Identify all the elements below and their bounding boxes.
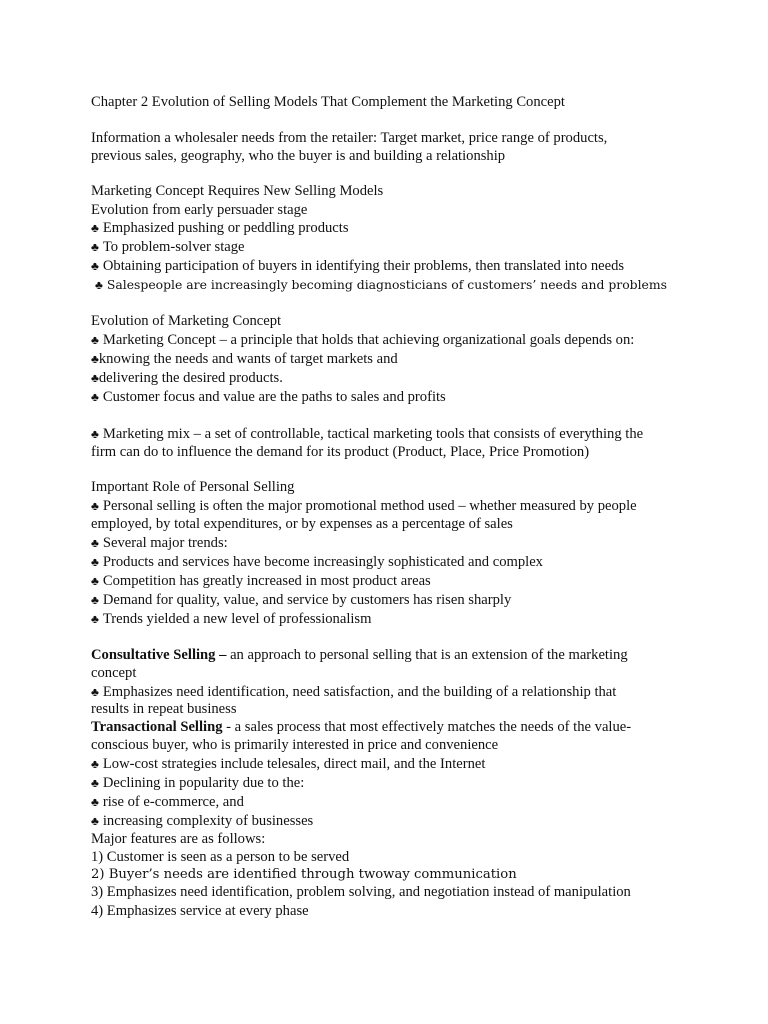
club-bullet-icon: ♣ xyxy=(91,612,99,626)
list-item: ♣ Declining in popularity due to the: xyxy=(91,775,305,791)
club-bullet-icon: ♣ xyxy=(91,814,99,828)
list-item: ♣ Salespeople are increasingly becoming diagnosticians of customers’ needs and problems xyxy=(95,277,667,292)
list-item: ♣ Several major trends: xyxy=(91,535,228,551)
definition-continued: concept xyxy=(91,665,137,681)
club-bullet-icon: ♣ xyxy=(91,371,99,385)
list-item: ♣ Products and services have become increasingly sophisticated and complex xyxy=(91,554,543,570)
list-item-continued: results in repeat business xyxy=(91,701,237,717)
section-heading-selling-models: Marketing Concept Requires New Selling Models xyxy=(91,183,384,199)
club-bullet-icon: ♣ xyxy=(91,685,99,699)
list-item: ♣ increasing complexity of businesses xyxy=(91,813,314,829)
sub-line: Evolution from early persuader stage xyxy=(91,202,308,218)
info-line-2: previous sales, geography, who the buyer is and building a relationship xyxy=(91,148,506,164)
numbered-item: 1) Customer is seen as a person to be served xyxy=(91,849,350,865)
list-item: ♣ Emphasizes need identification, need satisfaction, and the building of a relationship that xyxy=(91,684,617,700)
numbered-item: 2) Buyer’s needs are identified through twoway communication xyxy=(91,867,517,882)
club-bullet-icon: ♣ xyxy=(91,352,99,366)
transactional-selling-definition: Transactional Selling - a sales process that most effectively matches the needs of the value- xyxy=(91,719,632,735)
club-bullet-icon: ♣ xyxy=(91,499,99,513)
chapter-title: Chapter 2 Evolution of Selling Models That Complement the Marketing Concept xyxy=(91,94,565,110)
list-item: ♣delivering the desired products. xyxy=(91,370,283,386)
list-item: ♣ rise of e-commerce, and xyxy=(91,794,244,810)
consultative-selling-definition: Consultative Selling – an approach to personal selling that is an extension of the marketing xyxy=(91,647,628,663)
term-consultative-selling: Consultative Selling – xyxy=(91,647,227,663)
list-item: ♣ Trends yielded a new level of professionalism xyxy=(91,611,372,627)
club-bullet-icon: ♣ xyxy=(91,593,99,607)
club-bullet-icon: ♣ xyxy=(91,574,99,588)
list-item: ♣ Obtaining participation of buyers in identifying their problems, then translated into needs xyxy=(91,258,625,274)
club-bullet-icon: ♣ xyxy=(91,221,99,235)
club-bullet-icon: ♣ xyxy=(95,278,103,292)
club-bullet-icon: ♣ xyxy=(91,240,99,254)
definition-continued: conscious buyer, who is primarily interested in price and convenience xyxy=(91,737,499,753)
list-item: ♣ Emphasized pushing or peddling products xyxy=(91,220,349,236)
section-heading-personal-selling: Important Role of Personal Selling xyxy=(91,479,295,495)
list-item: ♣ Customer focus and value are the paths to sales and profits xyxy=(91,389,446,405)
section-heading-evolution: Evolution of Marketing Concept xyxy=(91,313,282,329)
info-line-1: Information a wholesaler needs from the retailer: Target market, price range of products, xyxy=(91,130,608,146)
list-item-continued: firm can do to influence the demand for its product (Product, Place, Price Promotion) xyxy=(91,444,590,460)
features-heading: Major features are as follows: xyxy=(91,831,266,847)
club-bullet-icon: ♣ xyxy=(91,555,99,569)
club-bullet-icon: ♣ xyxy=(91,776,99,790)
list-item: ♣ Marketing Concept – a principle that holds that achieving organizational goals depends on: xyxy=(91,332,635,348)
list-item: ♣knowing the needs and wants of target markets and xyxy=(91,351,398,367)
club-bullet-icon: ♣ xyxy=(91,427,99,441)
club-bullet-icon: ♣ xyxy=(91,757,99,771)
list-item: ♣ Marketing mix – a set of controllable, tactical marketing tools that consists of everything the xyxy=(91,426,644,442)
list-item-continued: employed, by total expenditures, or by expenses as a percentage of sales xyxy=(91,516,513,532)
list-item: ♣ Demand for quality, value, and service by customers has risen sharply xyxy=(91,592,512,608)
term-transactional-selling: Transactional Selling xyxy=(91,719,223,735)
club-bullet-icon: ♣ xyxy=(91,795,99,809)
numbered-item: 3) Emphasizes need identification, problem solving, and negotiation instead of manipulation xyxy=(91,884,631,900)
numbered-item: 4) Emphasizes service at every phase xyxy=(91,903,309,919)
club-bullet-icon: ♣ xyxy=(91,259,99,273)
list-item: ♣ Personal selling is often the major promotional method used – whether measured by people xyxy=(91,498,637,514)
list-item: ♣ Low-cost strategies include telesales, direct mail, and the Internet xyxy=(91,756,486,772)
list-item: ♣ To problem-solver stage xyxy=(91,239,245,255)
club-bullet-icon: ♣ xyxy=(91,536,99,550)
club-bullet-icon: ♣ xyxy=(91,333,99,347)
list-item: ♣ Competition has greatly increased in most product areas xyxy=(91,573,431,589)
club-bullet-icon: ♣ xyxy=(91,390,99,404)
